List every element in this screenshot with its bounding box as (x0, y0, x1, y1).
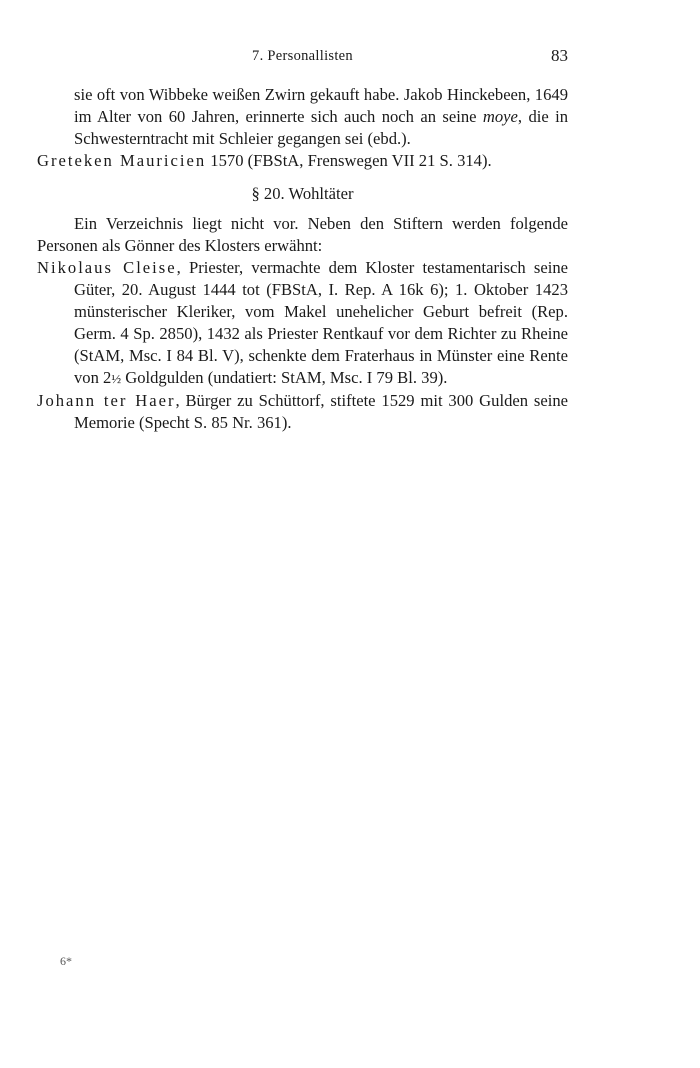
section-heading: § 20. Wohltäter (251, 184, 354, 203)
continuation-italic-word: moye (482, 107, 518, 126)
person-name: Johann ter Haer (37, 391, 176, 410)
running-title: 7. Personallisten (252, 48, 353, 64)
continuation-text-1: sie oft von Wibbeke weißen Zwirn gekauft habe. Jakob Hinckebeen, 1649 im Alter von 60 Jahren, erinnerte sich auch noch an seine (74, 85, 568, 126)
entry-text-continued: Goldgulden (undatiert: StAM, Msc. I 79 Bl. 39). (121, 368, 448, 387)
entry-cleise (37, 257, 568, 390)
fraction: ½ (111, 371, 122, 386)
person-name: Nikolaus Cleise (37, 258, 177, 277)
entry-greteken (37, 150, 568, 172)
entry-text: , Priester, vermachte dem Kloster testamentarisch seine Güter, 20. August 1444 tot (FBStA, I. Rep. A 16k 6); 1. Oktober 1423 münsterischer Kleriker, vom Makel unehelicher Geburt befreit (Rep. Germ. 4 Sp. 2850), 1432 als Priester Rentkauf vor dem Richter zu Rheine (StAM, Msc. I 84 Bl. V), schenkte dem Fraterhaus in Münster eine Rente von 2 (74, 258, 569, 387)
body-text (37, 84, 568, 434)
person-name: Greteken Mauricien (37, 151, 207, 170)
page-number: 83 (551, 46, 568, 65)
section-intro: Ein Verzeichnis liegt nicht vor. Neben den Stiftern werden folgende Personen als Gönner des Klosters erwähnt: (37, 214, 568, 255)
running-header (37, 46, 568, 70)
continuation-paragraph (37, 84, 568, 150)
entry-text: 1570 (FBStA, Frenswegen VII 21 S. 314). (206, 151, 492, 170)
entry-haer (37, 390, 568, 434)
continuation-text-2: , die in Schwesterntracht mit Schleier gegangen sei (ebd.). (74, 107, 568, 148)
signature-mark: 6* (60, 954, 72, 968)
entry-text: , Bürger zu Schüttorf, stiftete 1529 mit 300 Gulden seine Memorie (Specht S. 85 Nr. 361). (74, 391, 568, 432)
